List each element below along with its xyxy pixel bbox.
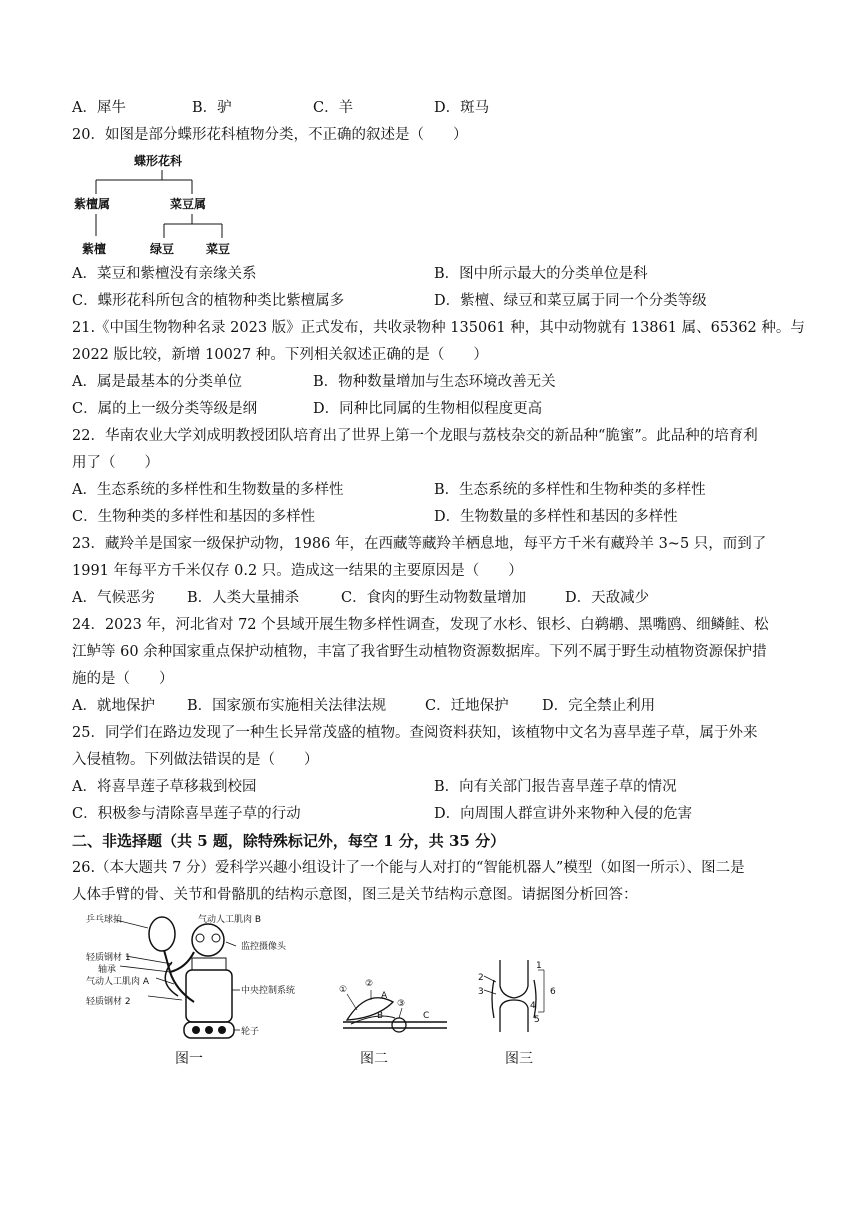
q25-option-b: B．向有关部门报告喜旱莲子草的情况 bbox=[434, 779, 677, 795]
q22-option-c: C．生物种类的多样性和基因的多样性 bbox=[72, 509, 316, 525]
q25-option-c: C．积极参与清除喜旱莲子草的行动 bbox=[72, 806, 301, 822]
fig3-label-1: 1 bbox=[536, 961, 542, 971]
q21-stem-line1: 21.《中国生物物种名录 2023 版》正式发布，共收录物种 135061 种，其中动物就有 13861 属、65362 种。与 bbox=[72, 320, 805, 336]
fig3-label-4: 4 bbox=[530, 1001, 536, 1011]
q22-stem-line2: 用了（ ） bbox=[72, 455, 159, 471]
fig1-label-muscle-b: 气动人工肌肉 B bbox=[198, 915, 262, 925]
fig2-label-a: A bbox=[381, 991, 388, 1001]
q24-option-c: C．迁地保护 bbox=[425, 698, 509, 714]
q21-option-a: A．属是最基本的分类单位 bbox=[72, 374, 242, 390]
fig1-label-wheel: 轮子 bbox=[241, 1027, 260, 1037]
tree-species-bean: 菜豆 bbox=[206, 242, 231, 256]
q20-option-a: A．菜豆和紫檀没有亲缘关系 bbox=[72, 266, 257, 282]
q23-option-b: B．人类大量捕杀 bbox=[187, 590, 300, 606]
tree-genus-phaseolus: 菜豆属 bbox=[170, 197, 207, 211]
q20-classification-tree bbox=[72, 150, 242, 262]
fig1-label-paddle: 乒乓球拍 bbox=[86, 915, 123, 925]
q24-stem-line3: 施的是（ ） bbox=[72, 671, 174, 687]
q19-option-a: A．犀牛 bbox=[72, 100, 126, 116]
figure1-robot bbox=[86, 912, 308, 1040]
q23-stem-line1: 23．藏羚羊是国家一级保护动物，1986 年，在西藏等藏羚羊栖息地，每平方千米有藏羚羊 3~5 只，而到了 bbox=[72, 536, 767, 552]
q24-stem-line1: 24．2023 年，河北省对 72 个县域开展生物多样性调查，发现了水杉、银杉、白鹈鹕、黑嘴鸥、细鳞鲑、松 bbox=[72, 617, 769, 633]
q24-stem-line2: 江鲈等 60 余种国家重点保护动植物，丰富了我省野生动植物资源数据库。下列不属于野生动植物资源保护措 bbox=[72, 644, 767, 660]
q23-option-a: A．气候恶劣 bbox=[72, 590, 155, 606]
q26-stem-line1: 26.（本大题共 7 分）爱科学兴趣小组设计了一个能与人对打的“智能机器人”模型（如图一所示）、图二是 bbox=[72, 860, 745, 876]
fig1-label-axis: 轴承 bbox=[98, 965, 117, 975]
q24-option-a: A．就地保护 bbox=[72, 698, 155, 714]
q20-stem: 20．如图是部分蝶形花科植物分类，不正确的叙述是（ ） bbox=[72, 127, 468, 143]
fig2-label-3: ③ bbox=[397, 999, 406, 1009]
q21-option-c: C．属的上一级分类等级是纲 bbox=[72, 401, 258, 417]
fig3-label-3: 3 bbox=[478, 987, 484, 997]
tree-species-zitan: 紫檀 bbox=[82, 242, 107, 256]
q25-stem-line2: 入侵植物。下列做法错误的是（ ） bbox=[72, 752, 319, 768]
q25-stem-line1: 25．同学们在路边发现了一种生长异常茂盛的植物。查阅资料获知，该植物中文名为喜旱莲子草，属于外来 bbox=[72, 725, 758, 741]
q21-stem-line2: 2022 版比较，新增 10027 种。下列相关叙述正确的是（ ） bbox=[72, 347, 488, 363]
q21-option-d: D．同种比同属的生物相似程度更高 bbox=[313, 401, 543, 417]
q19-option-d: D．斑马 bbox=[434, 100, 490, 116]
q23-option-d: D．天敌减少 bbox=[565, 590, 650, 606]
fig3-label-6: 6 bbox=[550, 987, 556, 997]
q26-stem-line2: 人体手臂的骨、关节和骨骼肌的结构示意图，图三是关节结构示意图。请据图分析回答： bbox=[72, 887, 638, 903]
q19-option-c: C．羊 bbox=[313, 100, 354, 116]
fig1-label-camera: 监控摄像头 bbox=[241, 942, 287, 952]
tree-root: 蝶形花科 bbox=[134, 154, 183, 168]
tree-genus-pterocarpus: 紫檀属 bbox=[74, 197, 111, 211]
fig2-label-2: ② bbox=[365, 979, 374, 989]
q22-option-a: A．生态系统的多样性和生物数量的多样性 bbox=[72, 482, 344, 498]
q21-option-b: B．物种数量增加与生态环境改善无关 bbox=[313, 374, 556, 390]
figure3-joint bbox=[472, 956, 568, 1040]
q20-option-d: D．紫檀、绿豆和菜豆属于同一个分类等级 bbox=[434, 293, 707, 309]
tree-species-mungbean: 绿豆 bbox=[150, 242, 175, 256]
q20-option-c: C．蝶形花科所包含的植物种类比紫檀属多 bbox=[72, 293, 345, 309]
fig1-label-control: 中央控制系统 bbox=[241, 986, 296, 996]
fig2-label-c: C bbox=[423, 1011, 430, 1021]
figure2-arm bbox=[337, 968, 455, 1038]
q24-option-b: B．国家颁布实施相关法律法规 bbox=[187, 698, 387, 714]
section2-heading: 二、非选择题（共 5 题，除特殊标记外，每空 1 分，共 35 分） bbox=[72, 832, 506, 850]
q24-option-d: D．完全禁止利用 bbox=[542, 698, 656, 714]
q25-option-a: A．将喜旱莲子草移栽到校园 bbox=[72, 779, 257, 795]
q19-option-b: B．驴 bbox=[192, 100, 232, 116]
fig2-label-b: B bbox=[377, 1011, 384, 1021]
fig1-label-muscle-a: 气动人工肌肉 A bbox=[86, 977, 150, 987]
q22-stem-line1: 22．华南农业大学刘成明教授团队培育出了世界上第一个龙眼与荔枝杂交的新品种“脆蜜”。此品种的培育利 bbox=[72, 428, 758, 444]
figure2-caption: 图二 bbox=[360, 1051, 388, 1067]
q25-option-d: D．向周围人群宣讲外来物种入侵的危害 bbox=[434, 806, 693, 822]
fig1-label-bar2: 轻质钢材 2 bbox=[86, 997, 131, 1007]
q23-option-c: C．食肉的野生动物数量增加 bbox=[341, 590, 527, 606]
fig2-label-1: ① bbox=[339, 985, 348, 995]
figure3-caption: 图三 bbox=[505, 1051, 533, 1067]
q22-option-b: B．生态系统的多样性和生物种类的多样性 bbox=[434, 482, 706, 498]
q20-option-b: B．图中所示最大的分类单位是科 bbox=[434, 266, 648, 282]
fig1-label-bar1: 轻质钢材 1 bbox=[86, 953, 131, 963]
q23-stem-line2: 1991 年每平方千米仅存 0.2 只。造成这一结果的主要原因是（ ） bbox=[72, 563, 523, 579]
fig3-label-5: 5 bbox=[534, 1015, 540, 1025]
q22-option-d: D．生物数量的多样性和基因的多样性 bbox=[434, 509, 678, 525]
fig3-label-2: 2 bbox=[478, 973, 484, 983]
figure1-caption: 图一 bbox=[175, 1051, 203, 1067]
